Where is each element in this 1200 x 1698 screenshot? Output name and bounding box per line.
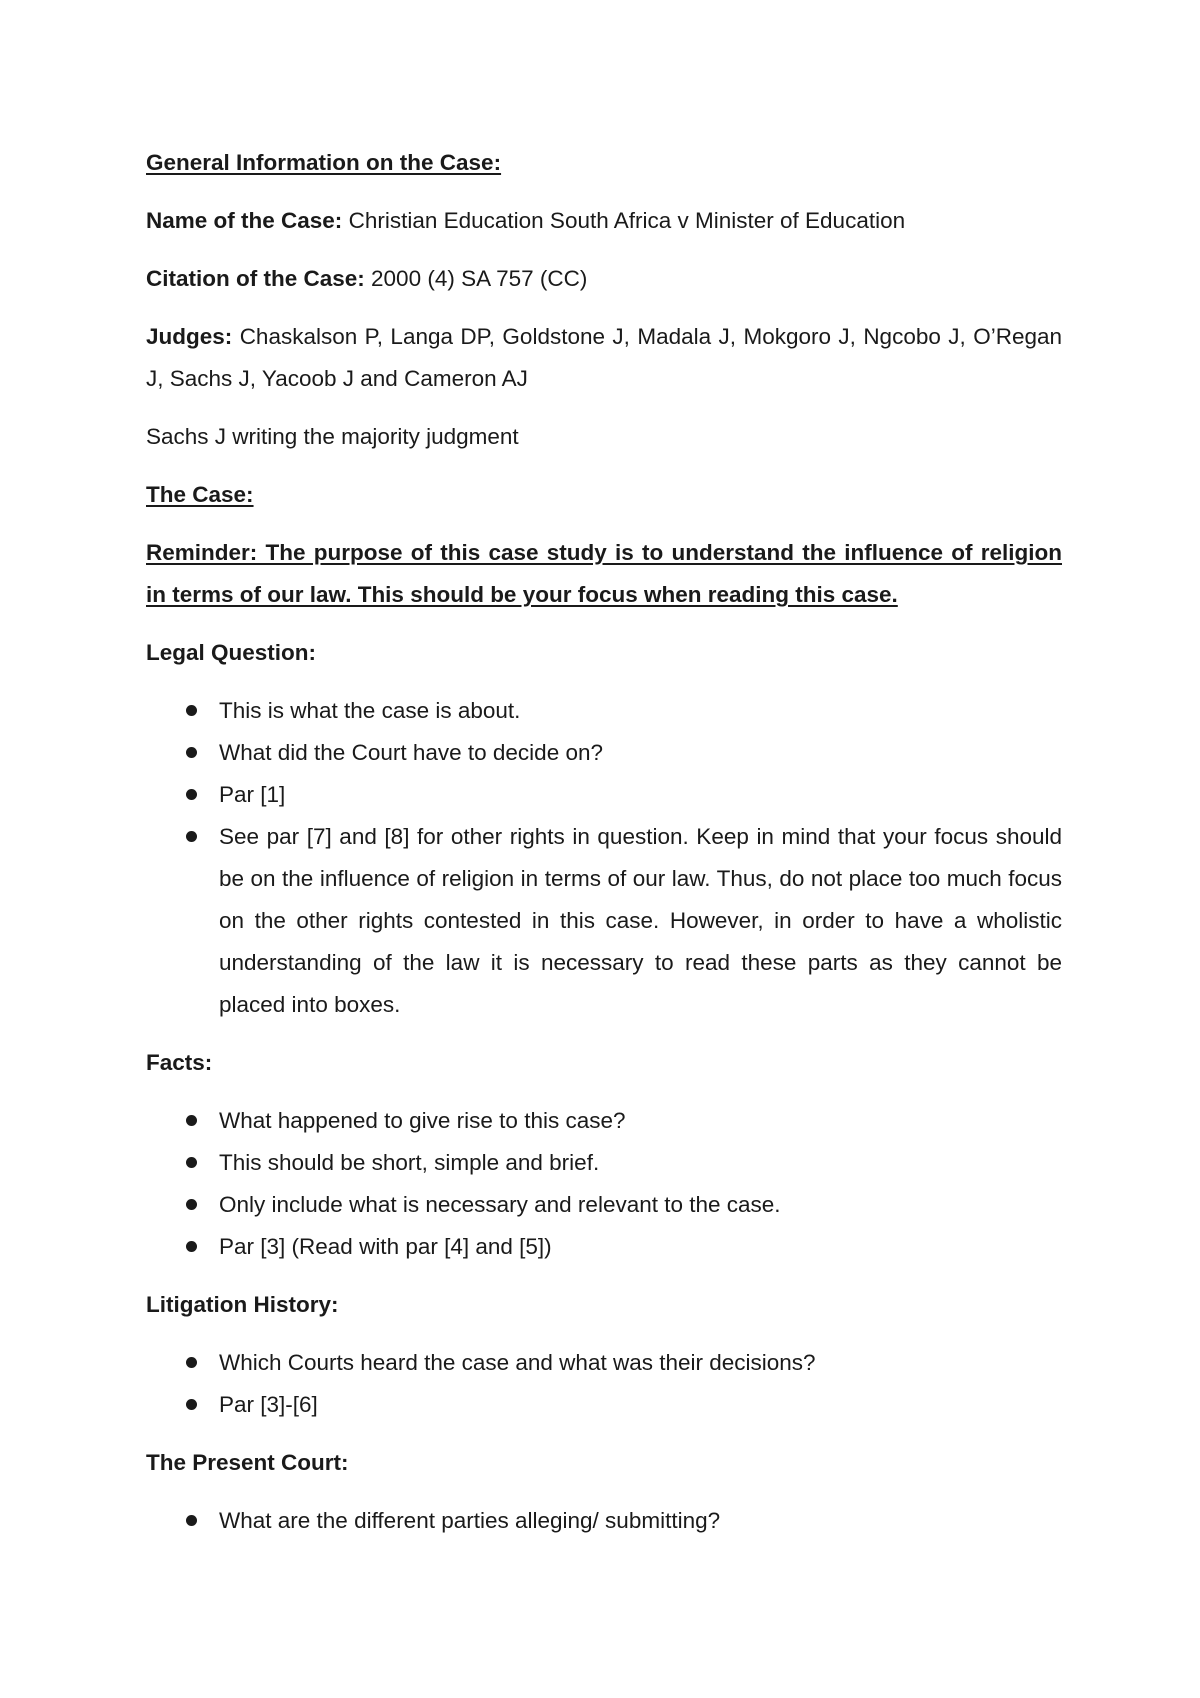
list-item: What happened to give rise to this case?	[146, 1100, 1062, 1142]
list-item: What did the Court have to decide on?	[146, 732, 1062, 774]
case-name-label: Name of the Case:	[146, 208, 343, 233]
litigation-history-list	[146, 1342, 1062, 1426]
bullet-icon	[186, 1157, 197, 1168]
list-item: Which Courts heard the case and what was their decisions?	[146, 1342, 1062, 1384]
citation-value: 2000 (4) SA 757 (CC)	[371, 266, 588, 291]
bullet-icon	[186, 705, 197, 716]
list-item: See par [7] and [8] for other rights in question. Keep in mind that your focus should be on the influence of religion in terms of our law. Thus, do not place too much focus on the other rights contested in this case. However, in order to have a wholistic understanding of the law it is necessary to read these parts as they cannot be placed into boxes.	[146, 816, 1062, 1026]
the-case-heading: The Case:	[146, 482, 254, 507]
bullet-icon	[186, 1515, 197, 1526]
list-item: Only include what is necessary and relevant to the case.	[146, 1184, 1062, 1226]
case-name-line	[146, 200, 1062, 242]
case-name-value: Christian Education South Africa v Minister of Education	[348, 208, 906, 233]
bullet-icon	[186, 1199, 197, 1210]
citation-label: Citation of the Case:	[146, 266, 365, 291]
reminder-text: Reminder: The purpose of this case study is to understand the influence of religion in terms of our law. This should be your focus when reading this case.	[146, 540, 1062, 607]
legal-question-heading: Legal Question:	[146, 640, 317, 665]
judges-line	[146, 316, 1062, 400]
bullet-icon	[186, 747, 197, 758]
litigation-history-heading: Litigation History:	[146, 1292, 339, 1317]
list-item: What are the different parties alleging/ submitting?	[146, 1500, 1062, 1542]
bullet-icon	[186, 1357, 197, 1368]
judges-label: Judges:	[146, 324, 233, 349]
list-item: Par [3] (Read with par [4] and [5])	[146, 1226, 1062, 1268]
judges-value: Chaskalson P, Langa DP, Goldstone J, Madala J, Mokgoro J, Ngcobo J, O’Regan J, Sachs J, Yacoob J and Cameron AJ	[146, 324, 1062, 391]
facts-list	[146, 1100, 1062, 1268]
writer-note: Sachs J writing the majority judgment	[146, 424, 519, 449]
bullet-icon	[186, 1115, 197, 1126]
citation-line	[146, 258, 1062, 300]
list-item: Par [3]-[6]	[146, 1384, 1062, 1426]
legal-question-list	[146, 690, 1062, 1026]
general-info-heading: General Information on the Case:	[146, 150, 502, 175]
bullet-icon	[186, 1241, 197, 1252]
bullet-icon	[186, 789, 197, 800]
document-page	[146, 142, 1062, 1558]
list-item: Par [1]	[146, 774, 1062, 816]
list-item: This should be short, simple and brief.	[146, 1142, 1062, 1184]
bullet-icon	[186, 831, 197, 842]
bullet-icon	[186, 1399, 197, 1410]
list-item: This is what the case is about.	[146, 690, 1062, 732]
present-court-list	[146, 1500, 1062, 1542]
facts-heading: Facts:	[146, 1050, 213, 1075]
present-court-heading: The Present Court:	[146, 1450, 349, 1475]
